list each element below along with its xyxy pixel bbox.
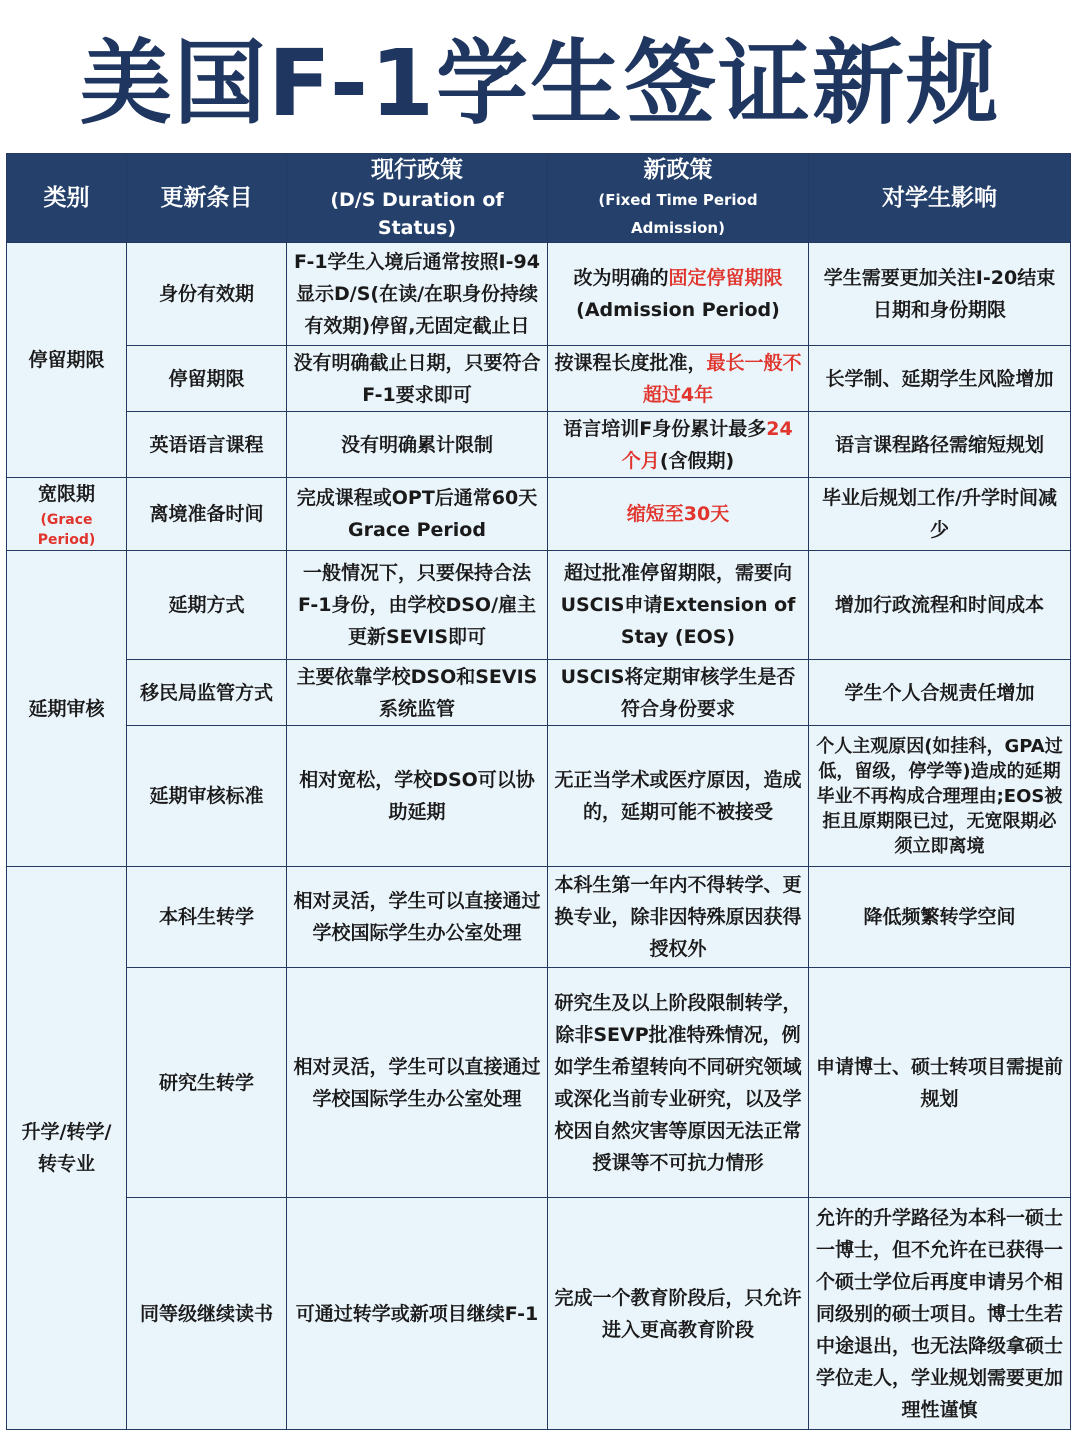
new-policy-cell: [548, 478, 809, 551]
current-policy-cell: 相对灵活，学生可以直接通过学校国际学生办公室处理: [287, 968, 548, 1198]
item-cell: 同等级继续读书: [127, 1198, 287, 1430]
impact-cell: 降低频繁转学空间: [809, 867, 1071, 968]
table-row: [7, 412, 1071, 478]
category-stay: 停留期限: [7, 243, 127, 478]
current-policy-cell: 相对灵活，学生可以直接通过学校国际学生办公室处理: [287, 867, 548, 968]
category-grace: 宽限期 (Grace Period): [7, 478, 127, 551]
new-policy-cell: 按课程长度批准，最长一般不超过4年: [548, 346, 809, 412]
item-cell: 本科生转学: [127, 867, 287, 968]
current-policy-cell: 可通过转学或新项目继续F-1: [287, 1198, 548, 1430]
table-row: [7, 551, 1071, 660]
table-row: [7, 1198, 1071, 1430]
new-policy-cell: 无正当学术或医疗原因，造成的，延期可能不被接受: [548, 726, 809, 867]
policy-table: [6, 153, 1071, 1430]
header-current-policy: 现行政策 (D/S Duration of Status): [287, 154, 548, 243]
table-row: [7, 478, 1071, 551]
current-policy-cell: 主要依靠学校DSO和SEVIS系统监管: [287, 660, 548, 726]
impact-cell: 长学制、延期学生风险增加: [809, 346, 1071, 412]
table-row: [7, 968, 1071, 1198]
new-policy-cell: 研究生及以上阶段限制转学，除非SEVP批准特殊情况，例如学生希望转向不同研究领域或深化当前专业研究，以及学校因自然灾害等原因无法正常授课等不可抗力情形: [548, 968, 809, 1198]
header-category: 类别: [7, 154, 127, 243]
current-policy-cell: 完成课程或OPT后通常60天 Grace Period: [287, 478, 548, 551]
item-cell: 移民局监管方式: [127, 660, 287, 726]
item-cell: 英语语言课程: [127, 412, 287, 478]
highlight-text: 固定停留期限: [668, 267, 783, 289]
table-row: [7, 346, 1071, 412]
new-policy-cell: USCIS将定期审核学生是否符合身份要求: [548, 660, 809, 726]
impact-cell: 申请博士、硕士转项目需提前规划: [809, 968, 1071, 1198]
item-cell: 身份有效期: [127, 243, 287, 346]
item-cell: 延期审核标准: [127, 726, 287, 867]
new-policy-cell: 改为明确的固定停留期限 (Admission Period): [548, 243, 809, 346]
current-policy-cell: 没有明确截止日期，只要符合F-1要求即可: [287, 346, 548, 412]
new-policy-cell: 语言培训F身份累计最多24个月(含假期): [548, 412, 809, 478]
highlight-text: 缩短至30天: [626, 503, 730, 525]
category-transfer: 升学/转学/ 转专业: [7, 867, 127, 1430]
current-policy-cell: 一般情况下，只要保持合法F-1身份，由学校DSO/雇主更新SEVIS即可: [287, 551, 548, 660]
impact-cell: 个人主观原因(如挂科，GPA过低，留级，停学等)造成的延期毕业不再构成合理理由;EOS被拒且原期限已过，无宽限期必须立即离境: [809, 726, 1071, 867]
new-policy-cell: 完成一个教育阶段后，只允许进入更高教育阶段: [548, 1198, 809, 1430]
impact-cell: 学生个人合规责任增加: [809, 660, 1071, 726]
highlight-text: 最长一般不超过4年: [642, 351, 802, 406]
impact-cell: 语言课程路径需缩短规划: [809, 412, 1071, 478]
item-cell: 离境准备时间: [127, 478, 287, 551]
item-cell: 研究生转学: [127, 968, 287, 1198]
category-grace-en: (Grace Period): [37, 512, 96, 548]
new-policy-cell: 本科生第一年内不得转学、更换专业，除非因特殊原因获得授权外: [548, 867, 809, 968]
category-extension: 延期审核: [7, 551, 127, 867]
current-policy-cell: F-1学生入境后通常按照I-94显示D/S(在读/在职身份持续有效期)停留,无固定截止日: [287, 243, 548, 346]
table-header-row: [7, 154, 1071, 243]
page-title: 美国F-1学生签证新规: [79, 30, 1001, 137]
highlight-text: 24个月: [621, 417, 793, 472]
new-policy-cell: 超过批准停留期限，需要向USCIS申请Extension of Stay (EOS): [548, 551, 809, 660]
table-row: [7, 660, 1071, 726]
header-new-policy: 新政策 (Fixed Time Period Admission): [548, 154, 809, 243]
impact-cell: 毕业后规划工作/升学时间减少: [809, 478, 1071, 551]
table-row: [7, 867, 1071, 968]
current-policy-cell: 没有明确累计限制: [287, 412, 548, 478]
item-cell: 停留期限: [127, 346, 287, 412]
item-cell: 延期方式: [127, 551, 287, 660]
header-item: 更新条目: [127, 154, 287, 243]
table-row: [7, 243, 1071, 346]
table-row: [7, 726, 1071, 867]
impact-cell: 学生需要更加关注I-20结束日期和身份期限: [809, 243, 1071, 346]
header-impact: 对学生影响: [809, 154, 1071, 243]
impact-cell: 允许的升学路径为本科一硕士一博士，但不允许在已获得一个硕士学位后再度申请另个相同级别的硕士项目。博士生若中途退出，也无法降级拿硕士学位走人，学业规划需要更加理性谨慎: [809, 1198, 1071, 1430]
current-policy-cell: 相对宽松，学校DSO可以协助延期: [287, 726, 548, 867]
impact-cell: 增加行政流程和时间成本: [809, 551, 1071, 660]
